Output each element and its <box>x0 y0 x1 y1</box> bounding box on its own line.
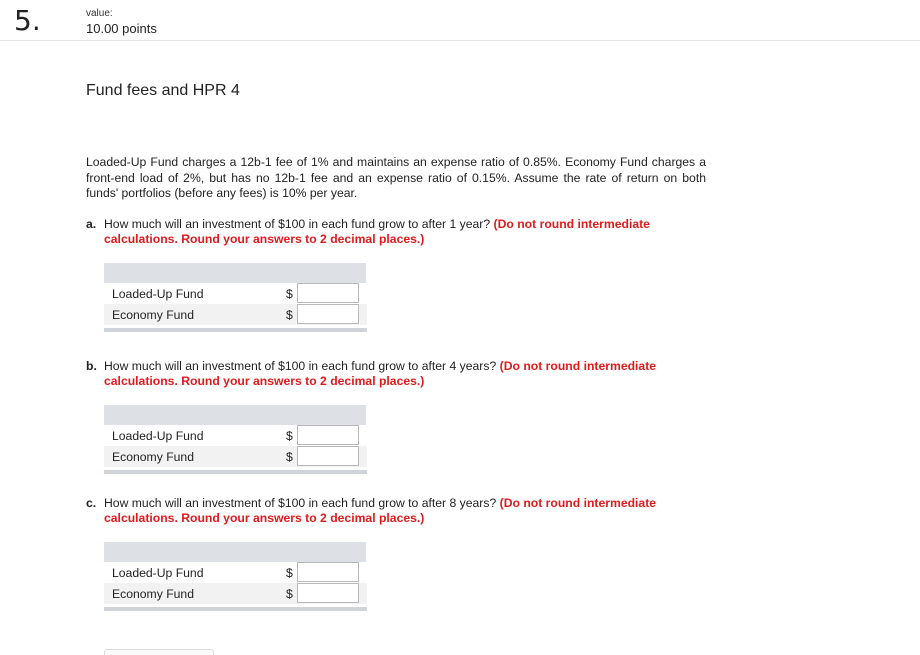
table-row <box>104 425 367 446</box>
part-instruction: (Do not round intermediate <box>499 359 657 373</box>
part-question: How much will an investment of $100 in each fund grow to after 1 year? <box>104 217 491 231</box>
table-row <box>104 304 367 325</box>
part-instruction: (Do not round intermediate <box>493 217 650 231</box>
economy-fund-8yr-input[interactable] <box>297 583 359 603</box>
part-instruction-line2: calculations. Round your answers to 2 decimal places.) <box>104 511 425 525</box>
loaded-up-fund-1yr-input[interactable] <box>297 283 359 303</box>
part-a-prompt <box>86 217 726 247</box>
row-label: Economy Fund <box>112 308 194 322</box>
currency-symbol: $ <box>286 287 293 301</box>
part-letter: a. <box>86 217 97 231</box>
row-label: Loaded-Up Fund <box>112 287 204 301</box>
table-row <box>104 562 367 583</box>
problem-text: Loaded-Up Fund charges a 12b-1 fee of 1% and maintains an expense ratio of 0.85%. Economy Fund charges a front-end load of 2%, but has no 12b-1 fee and an expense ratio of 0.15%. Assume the rate of return on both funds' portfolios (before any fees) is 10% per year. <box>86 155 706 200</box>
table-row <box>104 583 367 604</box>
row-label: Loaded-Up Fund <box>112 429 204 443</box>
question-number: 5. <box>14 4 41 37</box>
part-instruction-line2: calculations. Round your answers to 2 decimal places.) <box>104 374 425 388</box>
table-row <box>104 446 367 467</box>
value-label: value: <box>86 8 113 19</box>
economy-fund-1yr-input[interactable] <box>297 304 359 324</box>
row-label: Economy Fund <box>112 587 194 601</box>
value-points: 10.00 points <box>86 21 157 36</box>
table-footer <box>104 607 367 611</box>
row-label: Loaded-Up Fund <box>112 566 204 580</box>
part-b-answer-table <box>104 405 367 474</box>
part-c-answer-table <box>104 542 367 611</box>
header-divider <box>0 40 920 41</box>
part-instruction-line2: calculations. Round your answers to 2 decimal places.) <box>104 232 425 246</box>
row-label: Economy Fund <box>112 450 194 464</box>
part-letter: c. <box>86 496 97 510</box>
table-row <box>104 283 367 304</box>
economy-fund-4yr-input[interactable] <box>297 446 359 466</box>
currency-symbol: $ <box>286 308 293 322</box>
part-letter: b. <box>86 359 97 373</box>
part-instruction: (Do not round intermediate <box>499 496 657 510</box>
question-title: Fund fees and HPR 4 <box>86 82 240 99</box>
currency-symbol: $ <box>286 429 293 443</box>
table-footer <box>104 328 367 332</box>
table-header <box>104 263 366 283</box>
part-question: How much will an investment of $100 in each fund grow to after 8 years? <box>104 496 497 510</box>
bottom-button-partial[interactable] <box>104 649 214 655</box>
loaded-up-fund-8yr-input[interactable] <box>297 562 359 582</box>
currency-symbol: $ <box>286 566 293 580</box>
currency-symbol: $ <box>286 587 293 601</box>
part-a-answer-table <box>104 263 367 332</box>
table-footer <box>104 470 367 474</box>
part-question: How much will an investment of $100 in each fund grow to after 4 years? <box>104 359 497 373</box>
part-c-prompt <box>86 496 726 526</box>
currency-symbol: $ <box>286 450 293 464</box>
table-header <box>104 405 366 425</box>
table-header <box>104 542 366 562</box>
loaded-up-fund-4yr-input[interactable] <box>297 425 359 445</box>
part-b-prompt <box>86 359 726 389</box>
